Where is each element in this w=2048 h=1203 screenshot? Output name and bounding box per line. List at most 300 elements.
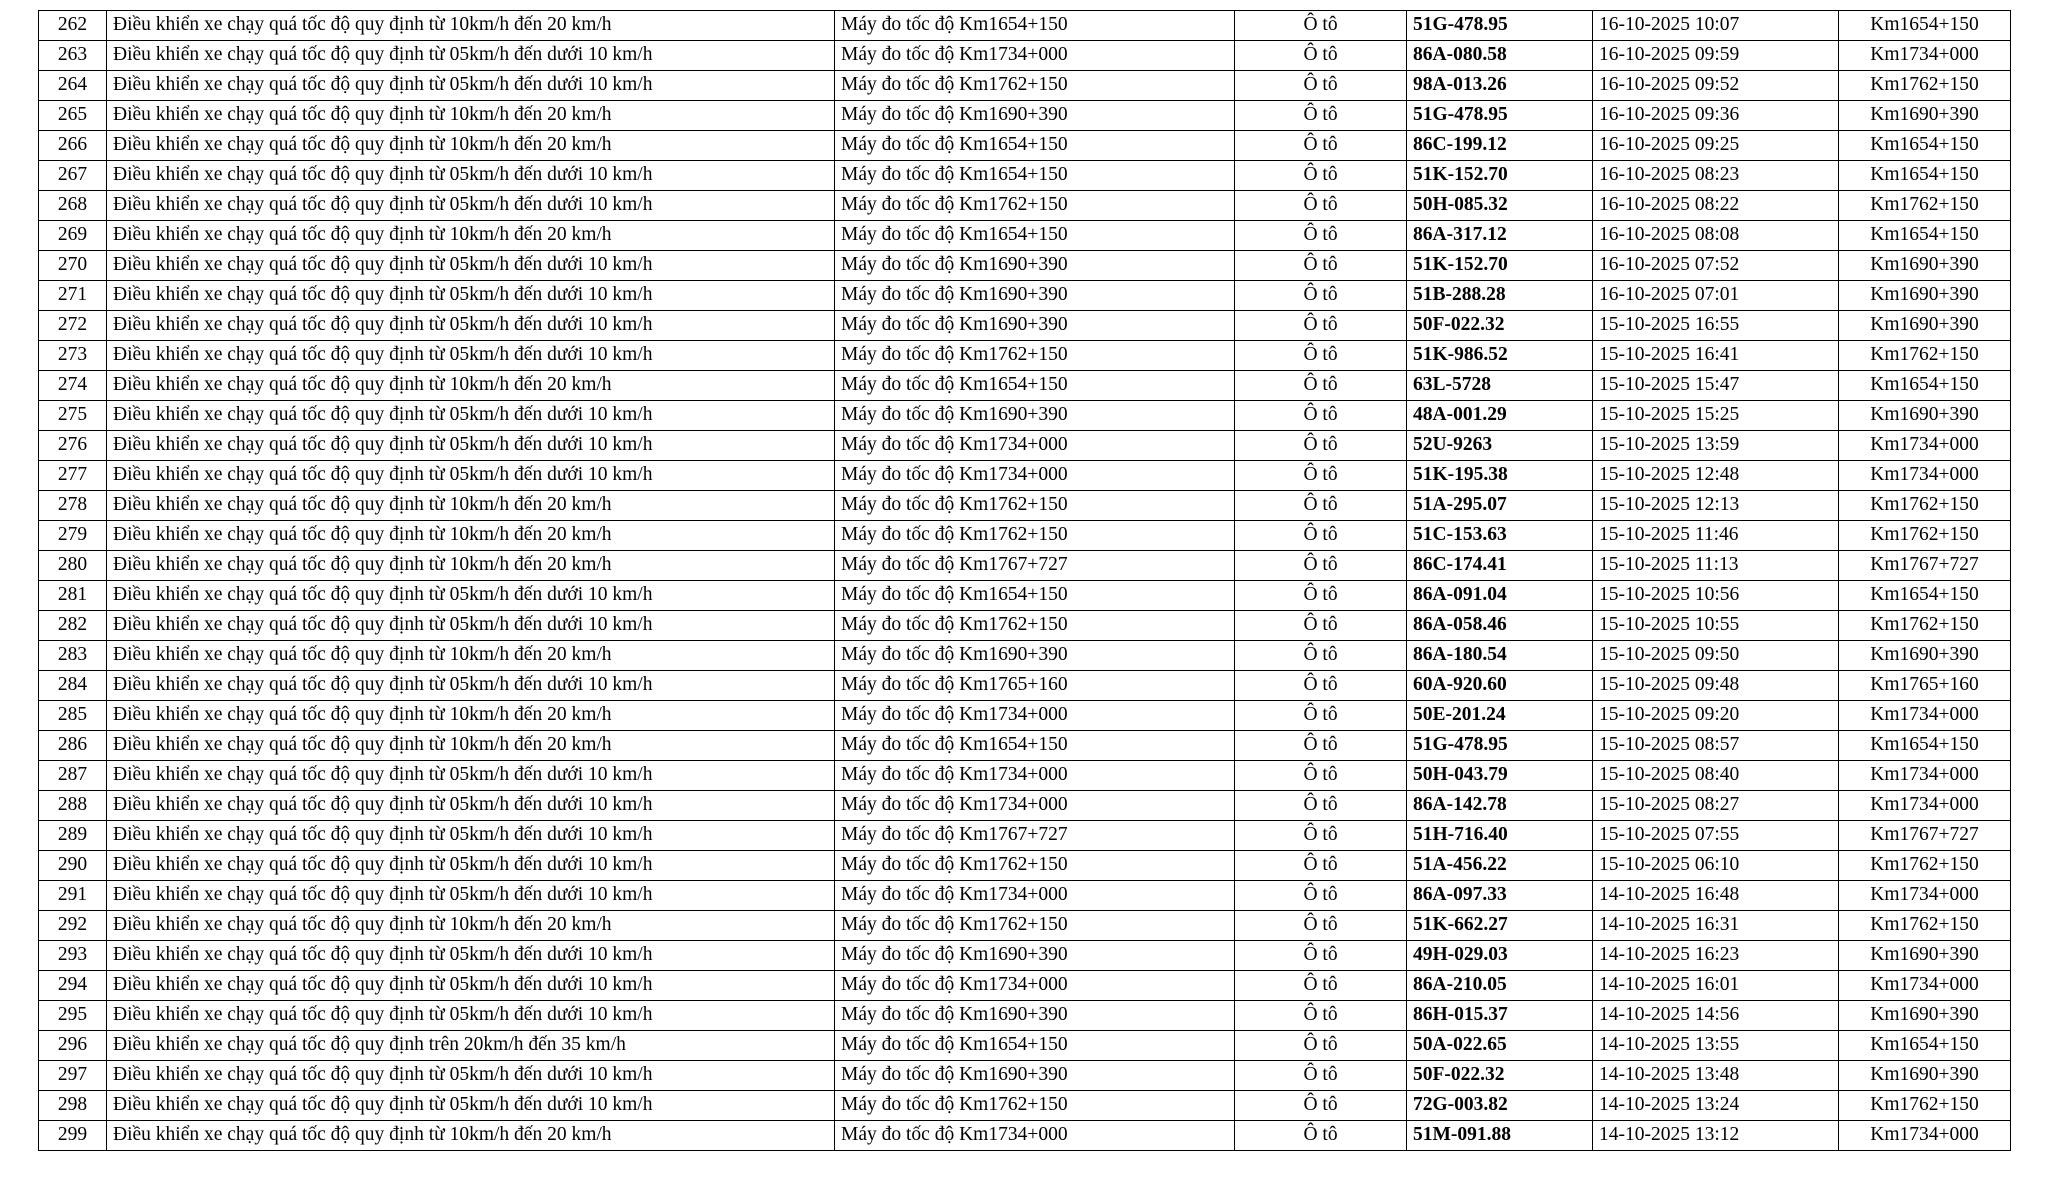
cell-hanh-vi: Điều khiển xe chạy quá tốc độ quy định từ 05km/h đến dưới 10 km/h [107, 311, 835, 341]
cell-loai-xe: Ô tô [1235, 161, 1407, 191]
cell-thoi-gian: 15-10-2025 08:40 [1593, 761, 1839, 791]
table-row [39, 101, 2011, 131]
cell-thiet-bi: Máy đo tốc độ Km1690+390 [835, 281, 1235, 311]
cell-vi-tri: Km1734+000 [1839, 431, 2011, 461]
cell-loai-xe: Ô tô [1235, 101, 1407, 131]
cell-bien-so: 51K-195.38 [1407, 461, 1593, 491]
cell-loai-xe: Ô tô [1235, 641, 1407, 671]
table-row [39, 461, 2011, 491]
cell-thoi-gian: 14-10-2025 13:12 [1593, 1121, 1839, 1151]
cell-hanh-vi: Điều khiển xe chạy quá tốc độ quy định từ 05km/h đến dưới 10 km/h [107, 431, 835, 461]
table-row [39, 1061, 2011, 1091]
cell-vi-tri: Km1762+150 [1839, 911, 2011, 941]
cell-thoi-gian: 16-10-2025 08:08 [1593, 221, 1839, 251]
cell-vi-tri: Km1690+390 [1839, 281, 2011, 311]
cell-thiet-bi: Máy đo tốc độ Km1690+390 [835, 1001, 1235, 1031]
cell-bien-so: 51K-986.52 [1407, 341, 1593, 371]
cell-vi-tri: Km1762+150 [1839, 71, 2011, 101]
table-row [39, 341, 2011, 371]
table-row [39, 311, 2011, 341]
cell-stt: 299 [39, 1121, 107, 1151]
cell-bien-so: 60A-920.60 [1407, 671, 1593, 701]
cell-bien-so: 51H-716.40 [1407, 821, 1593, 851]
table-row [39, 851, 2011, 881]
table-row [39, 221, 2011, 251]
cell-thoi-gian: 16-10-2025 08:23 [1593, 161, 1839, 191]
cell-thiet-bi: Máy đo tốc độ Km1762+150 [835, 911, 1235, 941]
cell-hanh-vi: Điều khiển xe chạy quá tốc độ quy định từ 05km/h đến dưới 10 km/h [107, 161, 835, 191]
cell-stt: 274 [39, 371, 107, 401]
cell-loai-xe: Ô tô [1235, 221, 1407, 251]
table-row [39, 11, 2011, 41]
cell-thiet-bi: Máy đo tốc độ Km1690+390 [835, 941, 1235, 971]
cell-thoi-gian: 16-10-2025 09:52 [1593, 71, 1839, 101]
cell-bien-so: 86A-080.58 [1407, 41, 1593, 71]
cell-bien-so: 86C-174.41 [1407, 551, 1593, 581]
cell-loai-xe: Ô tô [1235, 761, 1407, 791]
cell-vi-tri: Km1734+000 [1839, 1121, 2011, 1151]
cell-hanh-vi: Điều khiển xe chạy quá tốc độ quy định từ 10km/h đến 20 km/h [107, 641, 835, 671]
cell-vi-tri: Km1767+727 [1839, 551, 2011, 581]
cell-hanh-vi: Điều khiển xe chạy quá tốc độ quy định từ 05km/h đến dưới 10 km/h [107, 461, 835, 491]
cell-thoi-gian: 15-10-2025 09:20 [1593, 701, 1839, 731]
cell-stt: 279 [39, 521, 107, 551]
cell-thiet-bi: Máy đo tốc độ Km1734+000 [835, 431, 1235, 461]
table-row [39, 1121, 2011, 1151]
cell-vi-tri: Km1654+150 [1839, 731, 2011, 761]
cell-thoi-gian: 14-10-2025 14:56 [1593, 1001, 1839, 1031]
cell-vi-tri: Km1762+150 [1839, 611, 2011, 641]
cell-thiet-bi: Máy đo tốc độ Km1654+150 [835, 1031, 1235, 1061]
cell-vi-tri: Km1654+150 [1839, 581, 2011, 611]
cell-thiet-bi: Máy đo tốc độ Km1767+727 [835, 551, 1235, 581]
cell-hanh-vi: Điều khiển xe chạy quá tốc độ quy định từ 10km/h đến 20 km/h [107, 371, 835, 401]
table-row [39, 941, 2011, 971]
cell-vi-tri: Km1762+150 [1839, 191, 2011, 221]
cell-hanh-vi: Điều khiển xe chạy quá tốc độ quy định từ 10km/h đến 20 km/h [107, 731, 835, 761]
cell-thoi-gian: 16-10-2025 09:36 [1593, 101, 1839, 131]
cell-hanh-vi: Điều khiển xe chạy quá tốc độ quy định từ 10km/h đến 20 km/h [107, 101, 835, 131]
cell-thoi-gian: 16-10-2025 09:59 [1593, 41, 1839, 71]
cell-vi-tri: Km1690+390 [1839, 1061, 2011, 1091]
cell-stt: 296 [39, 1031, 107, 1061]
cell-thoi-gian: 16-10-2025 09:25 [1593, 131, 1839, 161]
table-row [39, 911, 2011, 941]
table-row [39, 281, 2011, 311]
cell-stt: 273 [39, 341, 107, 371]
cell-bien-so: 51G-478.95 [1407, 731, 1593, 761]
cell-thiet-bi: Máy đo tốc độ Km1734+000 [835, 461, 1235, 491]
cell-vi-tri: Km1765+160 [1839, 671, 2011, 701]
cell-hanh-vi: Điều khiển xe chạy quá tốc độ quy định từ 05km/h đến dưới 10 km/h [107, 971, 835, 1001]
cell-thoi-gian: 14-10-2025 13:55 [1593, 1031, 1839, 1061]
cell-bien-so: 86A-180.54 [1407, 641, 1593, 671]
table-row [39, 431, 2011, 461]
cell-loai-xe: Ô tô [1235, 461, 1407, 491]
cell-stt: 275 [39, 401, 107, 431]
cell-thiet-bi: Máy đo tốc độ Km1762+150 [835, 851, 1235, 881]
cell-stt: 295 [39, 1001, 107, 1031]
cell-vi-tri: Km1690+390 [1839, 641, 2011, 671]
cell-hanh-vi: Điều khiển xe chạy quá tốc độ quy định trên 20km/h đến 35 km/h [107, 1031, 835, 1061]
cell-vi-tri: Km1762+150 [1839, 521, 2011, 551]
cell-stt: 294 [39, 971, 107, 1001]
table-row [39, 191, 2011, 221]
cell-bien-so: 98A-013.26 [1407, 71, 1593, 101]
cell-hanh-vi: Điều khiển xe chạy quá tốc độ quy định từ 05km/h đến dưới 10 km/h [107, 881, 835, 911]
table-row [39, 521, 2011, 551]
cell-bien-so: 50A-022.65 [1407, 1031, 1593, 1061]
cell-vi-tri: Km1762+150 [1839, 1091, 2011, 1121]
cell-loai-xe: Ô tô [1235, 941, 1407, 971]
cell-loai-xe: Ô tô [1235, 791, 1407, 821]
cell-hanh-vi: Điều khiển xe chạy quá tốc độ quy định từ 05km/h đến dưới 10 km/h [107, 251, 835, 281]
table-row [39, 491, 2011, 521]
cell-hanh-vi: Điều khiển xe chạy quá tốc độ quy định từ 05km/h đến dưới 10 km/h [107, 821, 835, 851]
cell-hanh-vi: Điều khiển xe chạy quá tốc độ quy định từ 05km/h đến dưới 10 km/h [107, 41, 835, 71]
cell-loai-xe: Ô tô [1235, 1001, 1407, 1031]
cell-bien-so: 51G-478.95 [1407, 101, 1593, 131]
cell-vi-tri: Km1654+150 [1839, 161, 2011, 191]
table-row [39, 881, 2011, 911]
cell-thoi-gian: 16-10-2025 08:22 [1593, 191, 1839, 221]
cell-thoi-gian: 15-10-2025 13:59 [1593, 431, 1839, 461]
cell-loai-xe: Ô tô [1235, 41, 1407, 71]
cell-loai-xe: Ô tô [1235, 191, 1407, 221]
cell-loai-xe: Ô tô [1235, 1091, 1407, 1121]
table-row [39, 791, 2011, 821]
cell-stt: 267 [39, 161, 107, 191]
cell-loai-xe: Ô tô [1235, 1121, 1407, 1151]
violations-table-body [39, 11, 2011, 1151]
cell-vi-tri: Km1734+000 [1839, 41, 2011, 71]
cell-thiet-bi: Máy đo tốc độ Km1734+000 [835, 41, 1235, 71]
cell-bien-so: 49H-029.03 [1407, 941, 1593, 971]
cell-stt: 297 [39, 1061, 107, 1091]
cell-stt: 266 [39, 131, 107, 161]
cell-thoi-gian: 15-10-2025 15:47 [1593, 371, 1839, 401]
table-row [39, 1091, 2011, 1121]
cell-thoi-gian: 14-10-2025 16:48 [1593, 881, 1839, 911]
cell-hanh-vi: Điều khiển xe chạy quá tốc độ quy định từ 05km/h đến dưới 10 km/h [107, 281, 835, 311]
cell-stt: 291 [39, 881, 107, 911]
table-row [39, 1031, 2011, 1061]
cell-loai-xe: Ô tô [1235, 701, 1407, 731]
cell-vi-tri: Km1734+000 [1839, 791, 2011, 821]
cell-thiet-bi: Máy đo tốc độ Km1690+390 [835, 311, 1235, 341]
table-row [39, 971, 2011, 1001]
cell-stt: 293 [39, 941, 107, 971]
cell-loai-xe: Ô tô [1235, 851, 1407, 881]
cell-thoi-gian: 15-10-2025 07:55 [1593, 821, 1839, 851]
cell-stt: 264 [39, 71, 107, 101]
cell-thiet-bi: Máy đo tốc độ Km1762+150 [835, 191, 1235, 221]
cell-loai-xe: Ô tô [1235, 371, 1407, 401]
cell-bien-so: 86A-210.05 [1407, 971, 1593, 1001]
cell-loai-xe: Ô tô [1235, 911, 1407, 941]
cell-loai-xe: Ô tô [1235, 71, 1407, 101]
cell-thiet-bi: Máy đo tốc độ Km1762+150 [835, 611, 1235, 641]
cell-vi-tri: Km1690+390 [1839, 1001, 2011, 1031]
cell-thoi-gian: 14-10-2025 16:01 [1593, 971, 1839, 1001]
table-row [39, 821, 2011, 851]
cell-hanh-vi: Điều khiển xe chạy quá tốc độ quy định từ 10km/h đến 20 km/h [107, 491, 835, 521]
cell-loai-xe: Ô tô [1235, 821, 1407, 851]
cell-thiet-bi: Máy đo tốc độ Km1654+150 [835, 11, 1235, 41]
cell-bien-so: 51A-295.07 [1407, 491, 1593, 521]
cell-thoi-gian: 15-10-2025 08:27 [1593, 791, 1839, 821]
cell-hanh-vi: Điều khiển xe chạy quá tốc độ quy định từ 05km/h đến dưới 10 km/h [107, 341, 835, 371]
table-row [39, 41, 2011, 71]
cell-thiet-bi: Máy đo tốc độ Km1765+160 [835, 671, 1235, 701]
cell-hanh-vi: Điều khiển xe chạy quá tốc độ quy định từ 05km/h đến dưới 10 km/h [107, 1091, 835, 1121]
cell-thoi-gian: 15-10-2025 10:56 [1593, 581, 1839, 611]
cell-thoi-gian: 15-10-2025 16:55 [1593, 311, 1839, 341]
cell-loai-xe: Ô tô [1235, 341, 1407, 371]
cell-thiet-bi: Máy đo tốc độ Km1654+150 [835, 221, 1235, 251]
cell-thoi-gian: 15-10-2025 09:48 [1593, 671, 1839, 701]
cell-vi-tri: Km1654+150 [1839, 371, 2011, 401]
table-row [39, 371, 2011, 401]
cell-thoi-gian: 14-10-2025 13:24 [1593, 1091, 1839, 1121]
cell-thoi-gian: 16-10-2025 07:52 [1593, 251, 1839, 281]
cell-loai-xe: Ô tô [1235, 431, 1407, 461]
cell-loai-xe: Ô tô [1235, 281, 1407, 311]
cell-hanh-vi: Điều khiển xe chạy quá tốc độ quy định từ 05km/h đến dưới 10 km/h [107, 581, 835, 611]
cell-thiet-bi: Máy đo tốc độ Km1654+150 [835, 161, 1235, 191]
cell-bien-so: 63L-5728 [1407, 371, 1593, 401]
cell-stt: 288 [39, 791, 107, 821]
cell-hanh-vi: Điều khiển xe chạy quá tốc độ quy định từ 10km/h đến 20 km/h [107, 701, 835, 731]
cell-hanh-vi: Điều khiển xe chạy quá tốc độ quy định từ 05km/h đến dưới 10 km/h [107, 761, 835, 791]
cell-stt: 265 [39, 101, 107, 131]
cell-bien-so: 50F-022.32 [1407, 311, 1593, 341]
cell-stt: 262 [39, 11, 107, 41]
cell-bien-so: 72G-003.82 [1407, 1091, 1593, 1121]
cell-hanh-vi: Điều khiển xe chạy quá tốc độ quy định từ 10km/h đến 20 km/h [107, 221, 835, 251]
cell-stt: 298 [39, 1091, 107, 1121]
cell-stt: 269 [39, 221, 107, 251]
cell-loai-xe: Ô tô [1235, 581, 1407, 611]
cell-stt: 271 [39, 281, 107, 311]
cell-loai-xe: Ô tô [1235, 131, 1407, 161]
cell-loai-xe: Ô tô [1235, 11, 1407, 41]
cell-hanh-vi: Điều khiển xe chạy quá tốc độ quy định từ 10km/h đến 20 km/h [107, 131, 835, 161]
cell-stt: 280 [39, 551, 107, 581]
cell-thoi-gian: 15-10-2025 10:55 [1593, 611, 1839, 641]
cell-thoi-gian: 15-10-2025 09:50 [1593, 641, 1839, 671]
cell-bien-so: 86A-142.78 [1407, 791, 1593, 821]
cell-thoi-gian: 16-10-2025 10:07 [1593, 11, 1839, 41]
cell-hanh-vi: Điều khiển xe chạy quá tốc độ quy định từ 05km/h đến dưới 10 km/h [107, 71, 835, 101]
cell-vi-tri: Km1690+390 [1839, 401, 2011, 431]
cell-vi-tri: Km1734+000 [1839, 461, 2011, 491]
cell-thoi-gian: 14-10-2025 16:23 [1593, 941, 1839, 971]
cell-bien-so: 50E-201.24 [1407, 701, 1593, 731]
cell-thiet-bi: Máy đo tốc độ Km1762+150 [835, 71, 1235, 101]
cell-thiet-bi: Máy đo tốc độ Km1734+000 [835, 761, 1235, 791]
cell-thiet-bi: Máy đo tốc độ Km1762+150 [835, 521, 1235, 551]
table-row [39, 611, 2011, 641]
cell-bien-so: 51B-288.28 [1407, 281, 1593, 311]
cell-thiet-bi: Máy đo tốc độ Km1690+390 [835, 401, 1235, 431]
cell-vi-tri: Km1762+150 [1839, 851, 2011, 881]
cell-vi-tri: Km1654+150 [1839, 1031, 2011, 1061]
table-row [39, 71, 2011, 101]
cell-vi-tri: Km1767+727 [1839, 821, 2011, 851]
cell-vi-tri: Km1762+150 [1839, 341, 2011, 371]
cell-bien-so: 86A-317.12 [1407, 221, 1593, 251]
cell-loai-xe: Ô tô [1235, 1061, 1407, 1091]
cell-thoi-gian: 15-10-2025 08:57 [1593, 731, 1839, 761]
cell-loai-xe: Ô tô [1235, 491, 1407, 521]
cell-hanh-vi: Điều khiển xe chạy quá tốc độ quy định từ 05km/h đến dưới 10 km/h [107, 791, 835, 821]
cell-vi-tri: Km1734+000 [1839, 701, 2011, 731]
cell-hanh-vi: Điều khiển xe chạy quá tốc độ quy định từ 05km/h đến dưới 10 km/h [107, 1001, 835, 1031]
cell-bien-so: 51K-152.70 [1407, 161, 1593, 191]
cell-stt: 270 [39, 251, 107, 281]
cell-bien-so: 52U-9263 [1407, 431, 1593, 461]
violations-table [38, 10, 2011, 1151]
cell-stt: 278 [39, 491, 107, 521]
cell-thiet-bi: Máy đo tốc độ Km1690+390 [835, 641, 1235, 671]
cell-vi-tri: Km1654+150 [1839, 221, 2011, 251]
cell-bien-so: 51K-152.70 [1407, 251, 1593, 281]
cell-loai-xe: Ô tô [1235, 971, 1407, 1001]
cell-stt: 281 [39, 581, 107, 611]
cell-thoi-gian: 15-10-2025 12:13 [1593, 491, 1839, 521]
cell-thiet-bi: Máy đo tốc độ Km1654+150 [835, 731, 1235, 761]
cell-vi-tri: Km1654+150 [1839, 11, 2011, 41]
cell-loai-xe: Ô tô [1235, 671, 1407, 701]
cell-vi-tri: Km1734+000 [1839, 881, 2011, 911]
table-row [39, 761, 2011, 791]
cell-hanh-vi: Điều khiển xe chạy quá tốc độ quy định từ 10km/h đến 20 km/h [107, 11, 835, 41]
cell-vi-tri: Km1654+150 [1839, 131, 2011, 161]
cell-vi-tri: Km1734+000 [1839, 971, 2011, 1001]
cell-stt: 289 [39, 821, 107, 851]
table-row [39, 131, 2011, 161]
cell-stt: 284 [39, 671, 107, 701]
cell-stt: 263 [39, 41, 107, 71]
cell-stt: 292 [39, 911, 107, 941]
cell-bien-so: 51A-456.22 [1407, 851, 1593, 881]
cell-stt: 277 [39, 461, 107, 491]
cell-bien-so: 86H-015.37 [1407, 1001, 1593, 1031]
cell-hanh-vi: Điều khiển xe chạy quá tốc độ quy định từ 10km/h đến 20 km/h [107, 911, 835, 941]
cell-vi-tri: Km1690+390 [1839, 311, 2011, 341]
cell-thoi-gian: 14-10-2025 13:48 [1593, 1061, 1839, 1091]
cell-stt: 286 [39, 731, 107, 761]
cell-stt: 282 [39, 611, 107, 641]
cell-bien-so: 86A-091.04 [1407, 581, 1593, 611]
cell-vi-tri: Km1690+390 [1839, 251, 2011, 281]
cell-bien-so: 51G-478.95 [1407, 11, 1593, 41]
cell-thoi-gian: 15-10-2025 11:13 [1593, 551, 1839, 581]
table-row [39, 1001, 2011, 1031]
cell-thiet-bi: Máy đo tốc độ Km1734+000 [835, 971, 1235, 1001]
cell-hanh-vi: Điều khiển xe chạy quá tốc độ quy định từ 10km/h đến 20 km/h [107, 1121, 835, 1151]
cell-stt: 285 [39, 701, 107, 731]
cell-stt: 276 [39, 431, 107, 461]
cell-loai-xe: Ô tô [1235, 551, 1407, 581]
cell-thoi-gian: 15-10-2025 12:48 [1593, 461, 1839, 491]
cell-thiet-bi: Máy đo tốc độ Km1767+727 [835, 821, 1235, 851]
cell-vi-tri: Km1690+390 [1839, 101, 2011, 131]
cell-bien-so: 86C-199.12 [1407, 131, 1593, 161]
table-row [39, 731, 2011, 761]
cell-hanh-vi: Điều khiển xe chạy quá tốc độ quy định từ 05km/h đến dưới 10 km/h [107, 401, 835, 431]
cell-thiet-bi: Máy đo tốc độ Km1734+000 [835, 1121, 1235, 1151]
cell-loai-xe: Ô tô [1235, 251, 1407, 281]
cell-bien-so: 50F-022.32 [1407, 1061, 1593, 1091]
cell-loai-xe: Ô tô [1235, 1031, 1407, 1061]
cell-bien-so: 48A-001.29 [1407, 401, 1593, 431]
cell-thoi-gian: 14-10-2025 16:31 [1593, 911, 1839, 941]
cell-stt: 290 [39, 851, 107, 881]
cell-stt: 287 [39, 761, 107, 791]
cell-thiet-bi: Máy đo tốc độ Km1762+150 [835, 1091, 1235, 1121]
cell-loai-xe: Ô tô [1235, 521, 1407, 551]
cell-hanh-vi: Điều khiển xe chạy quá tốc độ quy định từ 05km/h đến dưới 10 km/h [107, 941, 835, 971]
table-row [39, 401, 2011, 431]
cell-thoi-gian: 15-10-2025 15:25 [1593, 401, 1839, 431]
cell-thoi-gian: 16-10-2025 07:01 [1593, 281, 1839, 311]
cell-thiet-bi: Máy đo tốc độ Km1654+150 [835, 581, 1235, 611]
cell-hanh-vi: Điều khiển xe chạy quá tốc độ quy định từ 05km/h đến dưới 10 km/h [107, 851, 835, 881]
cell-bien-so: 86A-058.46 [1407, 611, 1593, 641]
cell-hanh-vi: Điều khiển xe chạy quá tốc độ quy định từ 05km/h đến dưới 10 km/h [107, 611, 835, 641]
cell-thiet-bi: Máy đo tốc độ Km1762+150 [835, 341, 1235, 371]
cell-hanh-vi: Điều khiển xe chạy quá tốc độ quy định từ 05km/h đến dưới 10 km/h [107, 191, 835, 221]
table-row [39, 701, 2011, 731]
cell-loai-xe: Ô tô [1235, 311, 1407, 341]
cell-thiet-bi: Máy đo tốc độ Km1690+390 [835, 251, 1235, 281]
cell-thiet-bi: Máy đo tốc độ Km1762+150 [835, 491, 1235, 521]
cell-loai-xe: Ô tô [1235, 611, 1407, 641]
cell-thiet-bi: Máy đo tốc độ Km1690+390 [835, 1061, 1235, 1091]
cell-bien-so: 51K-662.27 [1407, 911, 1593, 941]
cell-thiet-bi: Máy đo tốc độ Km1654+150 [835, 131, 1235, 161]
cell-bien-so: 51M-091.88 [1407, 1121, 1593, 1151]
cell-thiet-bi: Máy đo tốc độ Km1734+000 [835, 701, 1235, 731]
cell-hanh-vi: Điều khiển xe chạy quá tốc độ quy định từ 05km/h đến dưới 10 km/h [107, 671, 835, 701]
cell-hanh-vi: Điều khiển xe chạy quá tốc độ quy định từ 10km/h đến 20 km/h [107, 551, 835, 581]
cell-stt: 268 [39, 191, 107, 221]
cell-hanh-vi: Điều khiển xe chạy quá tốc độ quy định từ 10km/h đến 20 km/h [107, 521, 835, 551]
cell-thiet-bi: Máy đo tốc độ Km1654+150 [835, 371, 1235, 401]
cell-bien-so: 51C-153.63 [1407, 521, 1593, 551]
table-row [39, 671, 2011, 701]
cell-vi-tri: Km1762+150 [1839, 491, 2011, 521]
cell-bien-so: 86A-097.33 [1407, 881, 1593, 911]
cell-bien-so: 50H-085.32 [1407, 191, 1593, 221]
cell-vi-tri: Km1734+000 [1839, 761, 2011, 791]
cell-thoi-gian: 15-10-2025 06:10 [1593, 851, 1839, 881]
cell-bien-so: 50H-043.79 [1407, 761, 1593, 791]
table-row [39, 161, 2011, 191]
cell-thiet-bi: Máy đo tốc độ Km1734+000 [835, 881, 1235, 911]
table-row [39, 551, 2011, 581]
cell-loai-xe: Ô tô [1235, 401, 1407, 431]
table-row [39, 581, 2011, 611]
cell-loai-xe: Ô tô [1235, 881, 1407, 911]
table-row [39, 251, 2011, 281]
cell-thiet-bi: Máy đo tốc độ Km1690+390 [835, 101, 1235, 131]
cell-thoi-gian: 15-10-2025 11:46 [1593, 521, 1839, 551]
cell-loai-xe: Ô tô [1235, 731, 1407, 761]
cell-vi-tri: Km1690+390 [1839, 941, 2011, 971]
